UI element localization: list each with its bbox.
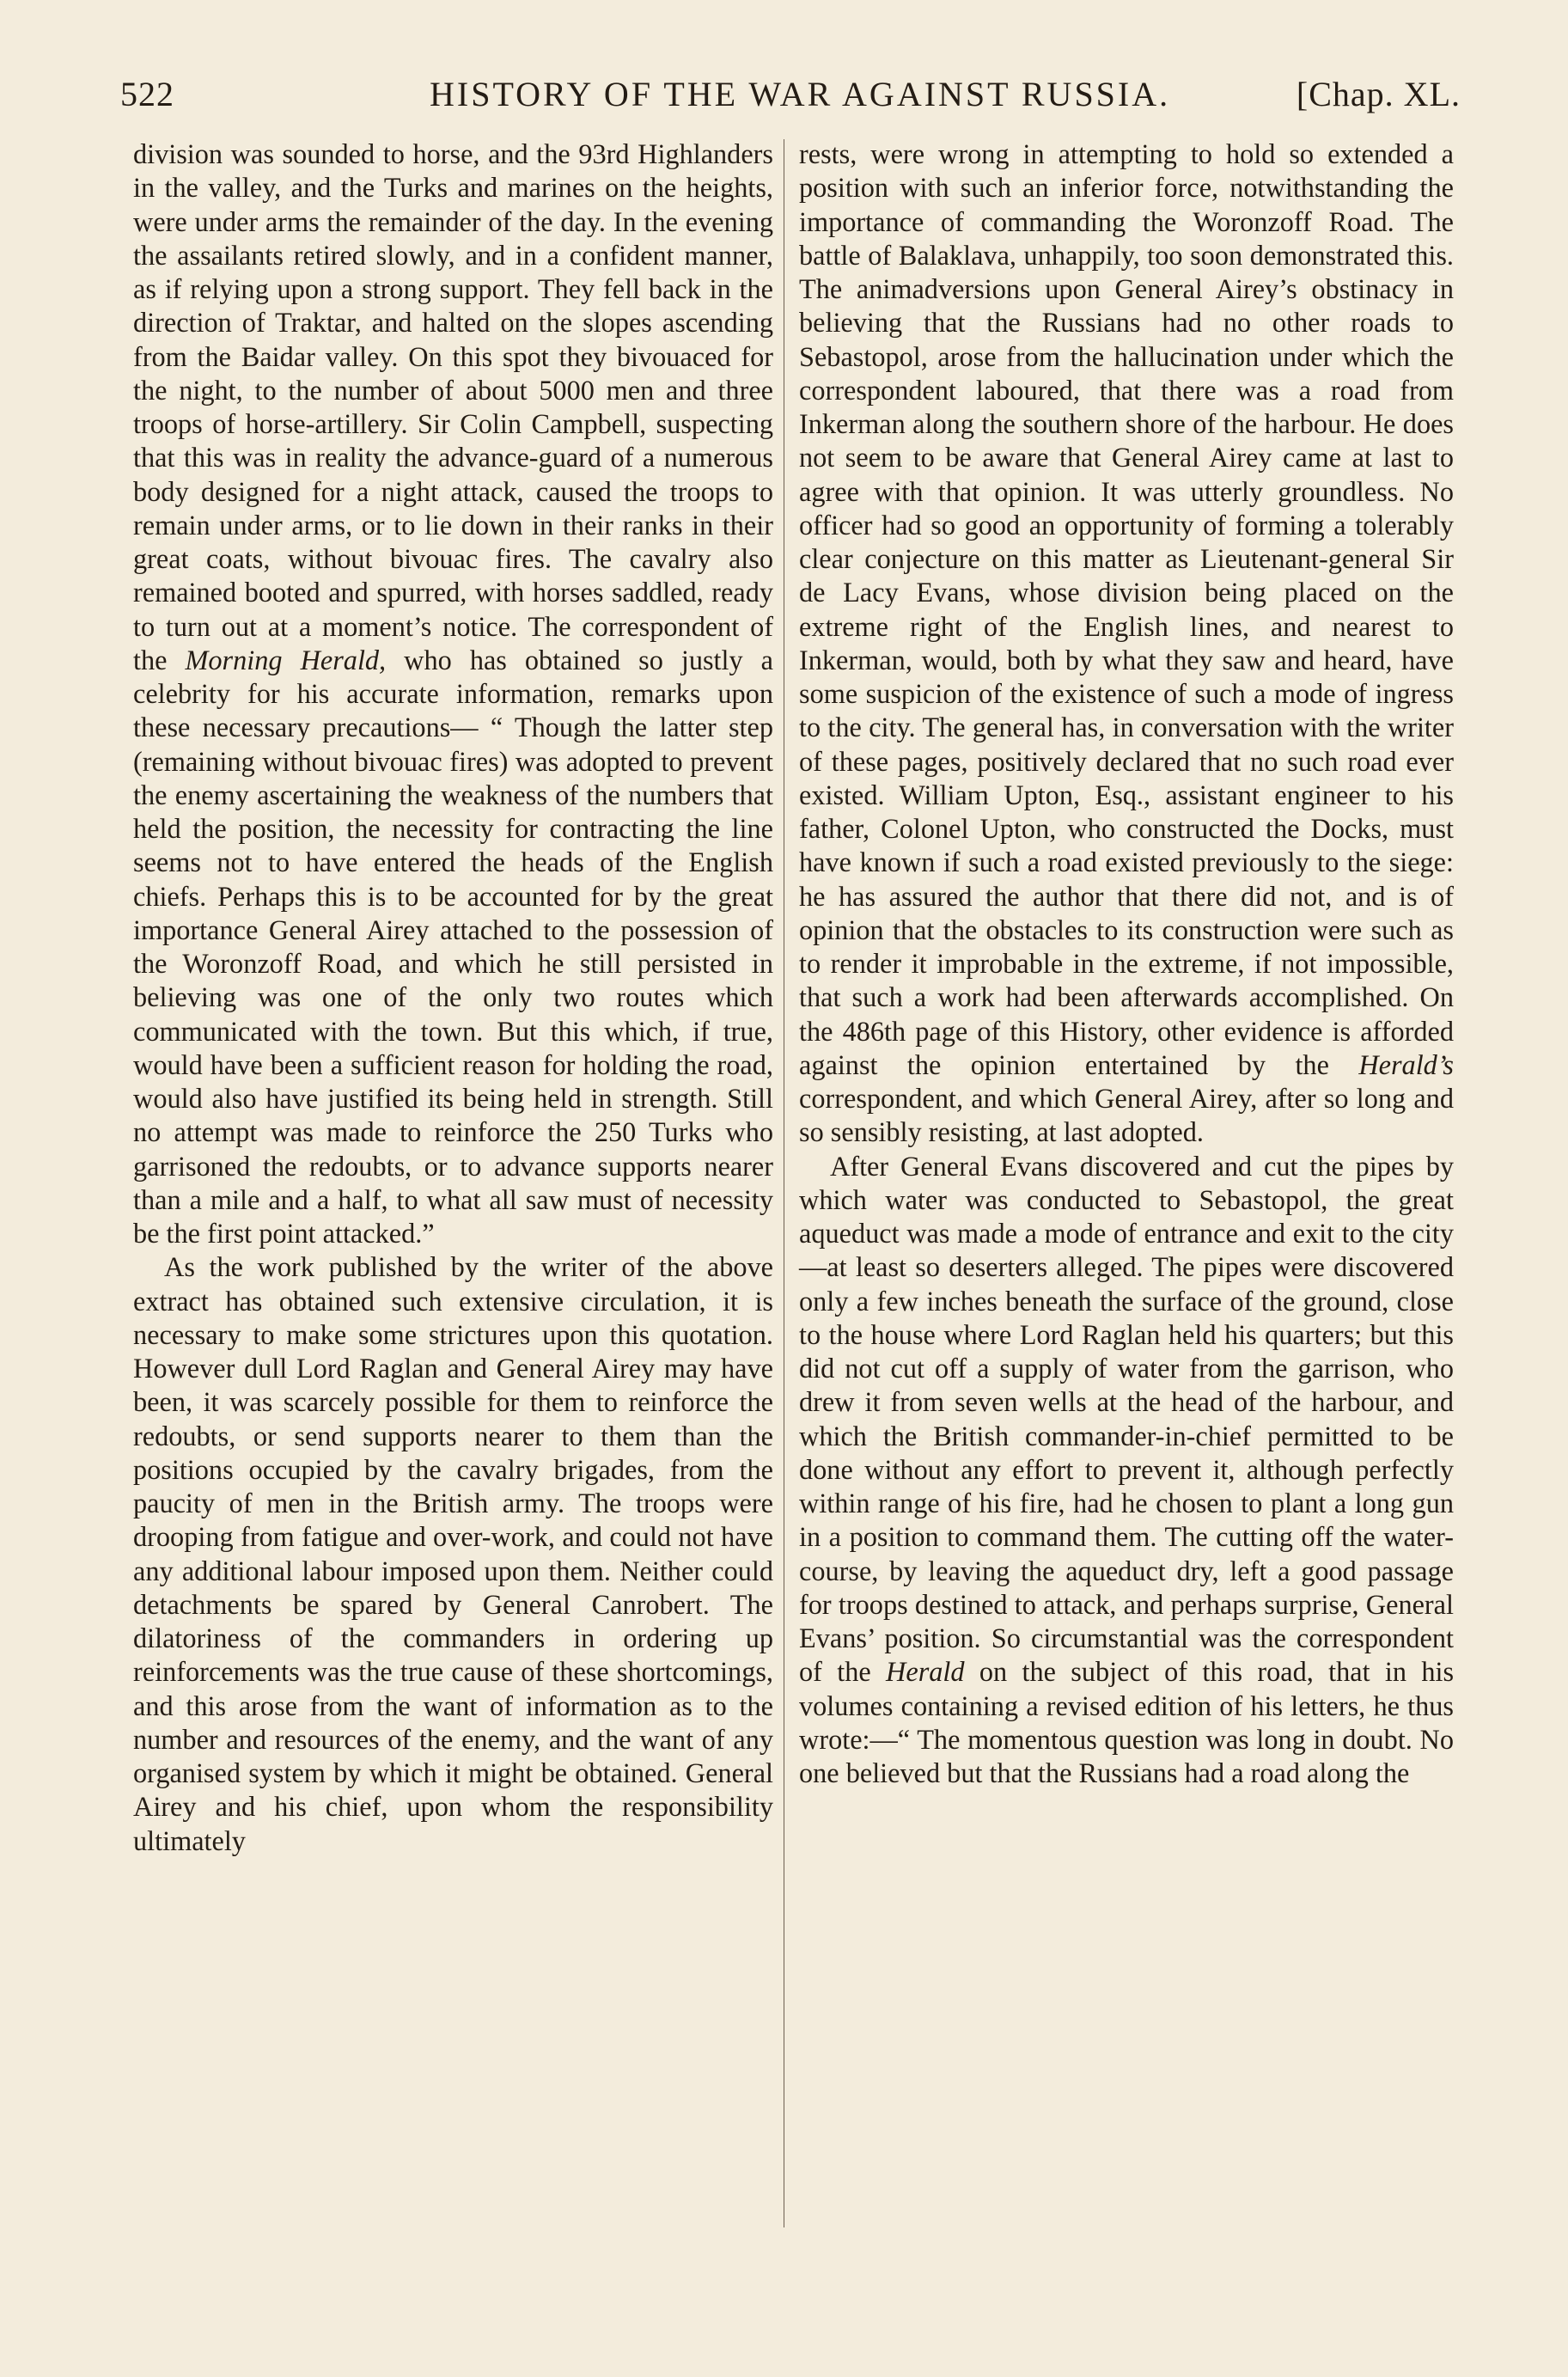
herald-italic-1: Herald’s: [1358, 1048, 1454, 1080]
page-number: 522: [120, 75, 174, 113]
running-title: HISTORY OF THE WAR AGAINST RUSSIA.: [430, 75, 1171, 113]
left-column: [133, 137, 773, 1858]
right-p2-text-a: After General Evans discovered and cut the pipes by which water was conducted to Sebastopol, the great aqueduct was made a mode of entrance and exit to the city—at least so deserters alleged. The pipes were discovered only a few inches beneath the surface of the ground, close to the house where Lord Raglan held his quarters; but this did not cut off a supply of water from the garrison, who drew it from seven wells at the head of the harbour, and which the British commander-in-chief permitted to be done without any effort to prevent it, although perfectly within range of his fire, had he chosen to plant a long gun in a position to command them. The cutting off the water-course, by leaving the aqueduct dry, left a good passage for troops destined to attack, and perhaps surprise, General Evans’ position. So circumstantial was the correspondent of the: [799, 1150, 1454, 1688]
right-column: [799, 137, 1454, 1790]
left-paragraph-2: As the work published by the writer of the above extract has obtained such extensive circulation, it is necessary to make some strictures upon this quotation. However dull Lord Raglan and General Airey may have been, it was scarcely possible for them to reinforce the redoubts, or send supports nearer to them than the positions occupied by the cavalry brigades, from the paucity of men in the British army. The troops were drooping from fatigue and over-work, and could not have any additional labour imposed upon them. Neither could detachments be spared by General Canrobert. The dilatoriness of the commanders in ordering up reinforcements was the true cause of these shortcomings, and this arose from the want of information as to the number and resources of the enemy, and the want of any organised system by which it might be obtained. General Airey and his chief, upon whom the responsibility ultimately: [133, 1251, 773, 1856]
left-paragraph-1: [133, 137, 773, 1250]
left-p1-text-a: division was sounded to horse, and the 93rd Highlanders in the valley, and the Turks and marines on the heights, were under arms the remainder of the day. In the evening the assailants retired slowly, and in a confident manner, as if relying upon a strong support. They fell back in the direction of Traktar, and halted on the slopes ascending from the Baidar valley. On this spot they bivouaced for the night, to the number of about 5000 men and three troops of horse-artillery. Sir Colin Campbell, suspecting that this was in reality the advance-guard of a numerous body designed for a night attack, caused the troops to remain under arms, or to lie down in their ranks in their great coats, without bivouac fires. The cavalry also remained booted and spurred, with horses saddled, ready to turn out at a moment’s notice. The correspondent of the: [133, 138, 773, 675]
newspaper-title: Morning Herald,: [185, 644, 387, 675]
right-p1-text: rests, were wrong in attempting to hold so extended a position with such an inferior force, notwithstanding the importance of commanding the Woronzoff Road. The battle of Balaklava, unhappily, too soon demonstrated this. The animadversions upon General Airey’s obstinacy in believing that the Russians had no other roads to Sebastopol, arose from the hallucination under which the correspondent laboured, that there was a road from Inkerman along the southern shore of the harbour. He does not seem to be aware that General Airey came at last to agree with that opinion. It was utterly groundless. No officer had so good an opportunity of forming a tolerably clear conjecture on this matter as Lieutenant-general Sir de Lacy Evans, whose division being placed on the extreme right of the English lines, and nearest to Inkerman, would, both by what they saw and heard, have some suspicion of the existence of such a mode of ingress to the city. The general has, in conversation with the writer of these pages, positively declared that no such road ever existed. William Upton, Esq., assistant engineer to his father, Colonel Upton, who constructed the Docks, must have known if such a road existed previously to the siege: he has assured the author that there did not, and is of opinion that the obstacles to its construction were such as to render it improbable in the extreme, if not impossible, that such a work had been afterwards accomplished. On the 486th page of this History, other evidence is afforded against the opinion entertained by the: [799, 138, 1454, 1080]
right-paragraph-2: [799, 1150, 1454, 1791]
right-paragraph-1: [799, 137, 1454, 1150]
right-p2-text-b: on the subject of this road, that in his volumes containing a revised edition of his letters, he thus wrote:—“ The momentous question was long in doubt. No one believed but that the Russians had a road along the: [799, 1656, 1455, 1788]
herald-italic-2: Herald: [886, 1656, 965, 1688]
running-header: [120, 67, 1461, 119]
left-p1-text-b: who has obtained so justly a celebrity for his accurate information, remarks upon these necessary precautions— “ Though the latter step (remaining without bivouac fires) was adopted to prevent the enemy ascertaining the weakness of the numbers that held the position, the necessity for contracting the line seems not to have entered the heads of the English chiefs. Perhaps this is to be accounted for by the great importance General Airey attached to the possession of the Woronzoff Road, and which he still persisted in believing was one of the only two routes which communicated with the town. But this which, if true, would have been a sufficient reason for holding the road, would also have justified its being held in strength. Still no attempt was made to reinforce the 250 Turks who garrisoned the redoubts, or to advance supports nearer than a mile and a half, to what all saw must of necessity be the first point attacked.”: [133, 644, 774, 1249]
right-p1-end: correspondent, and which General Airey, after so long and so sensibly resisting, at last adopted.: [799, 1083, 1454, 1148]
chapter-label: [Chap. XL.: [1296, 75, 1461, 113]
